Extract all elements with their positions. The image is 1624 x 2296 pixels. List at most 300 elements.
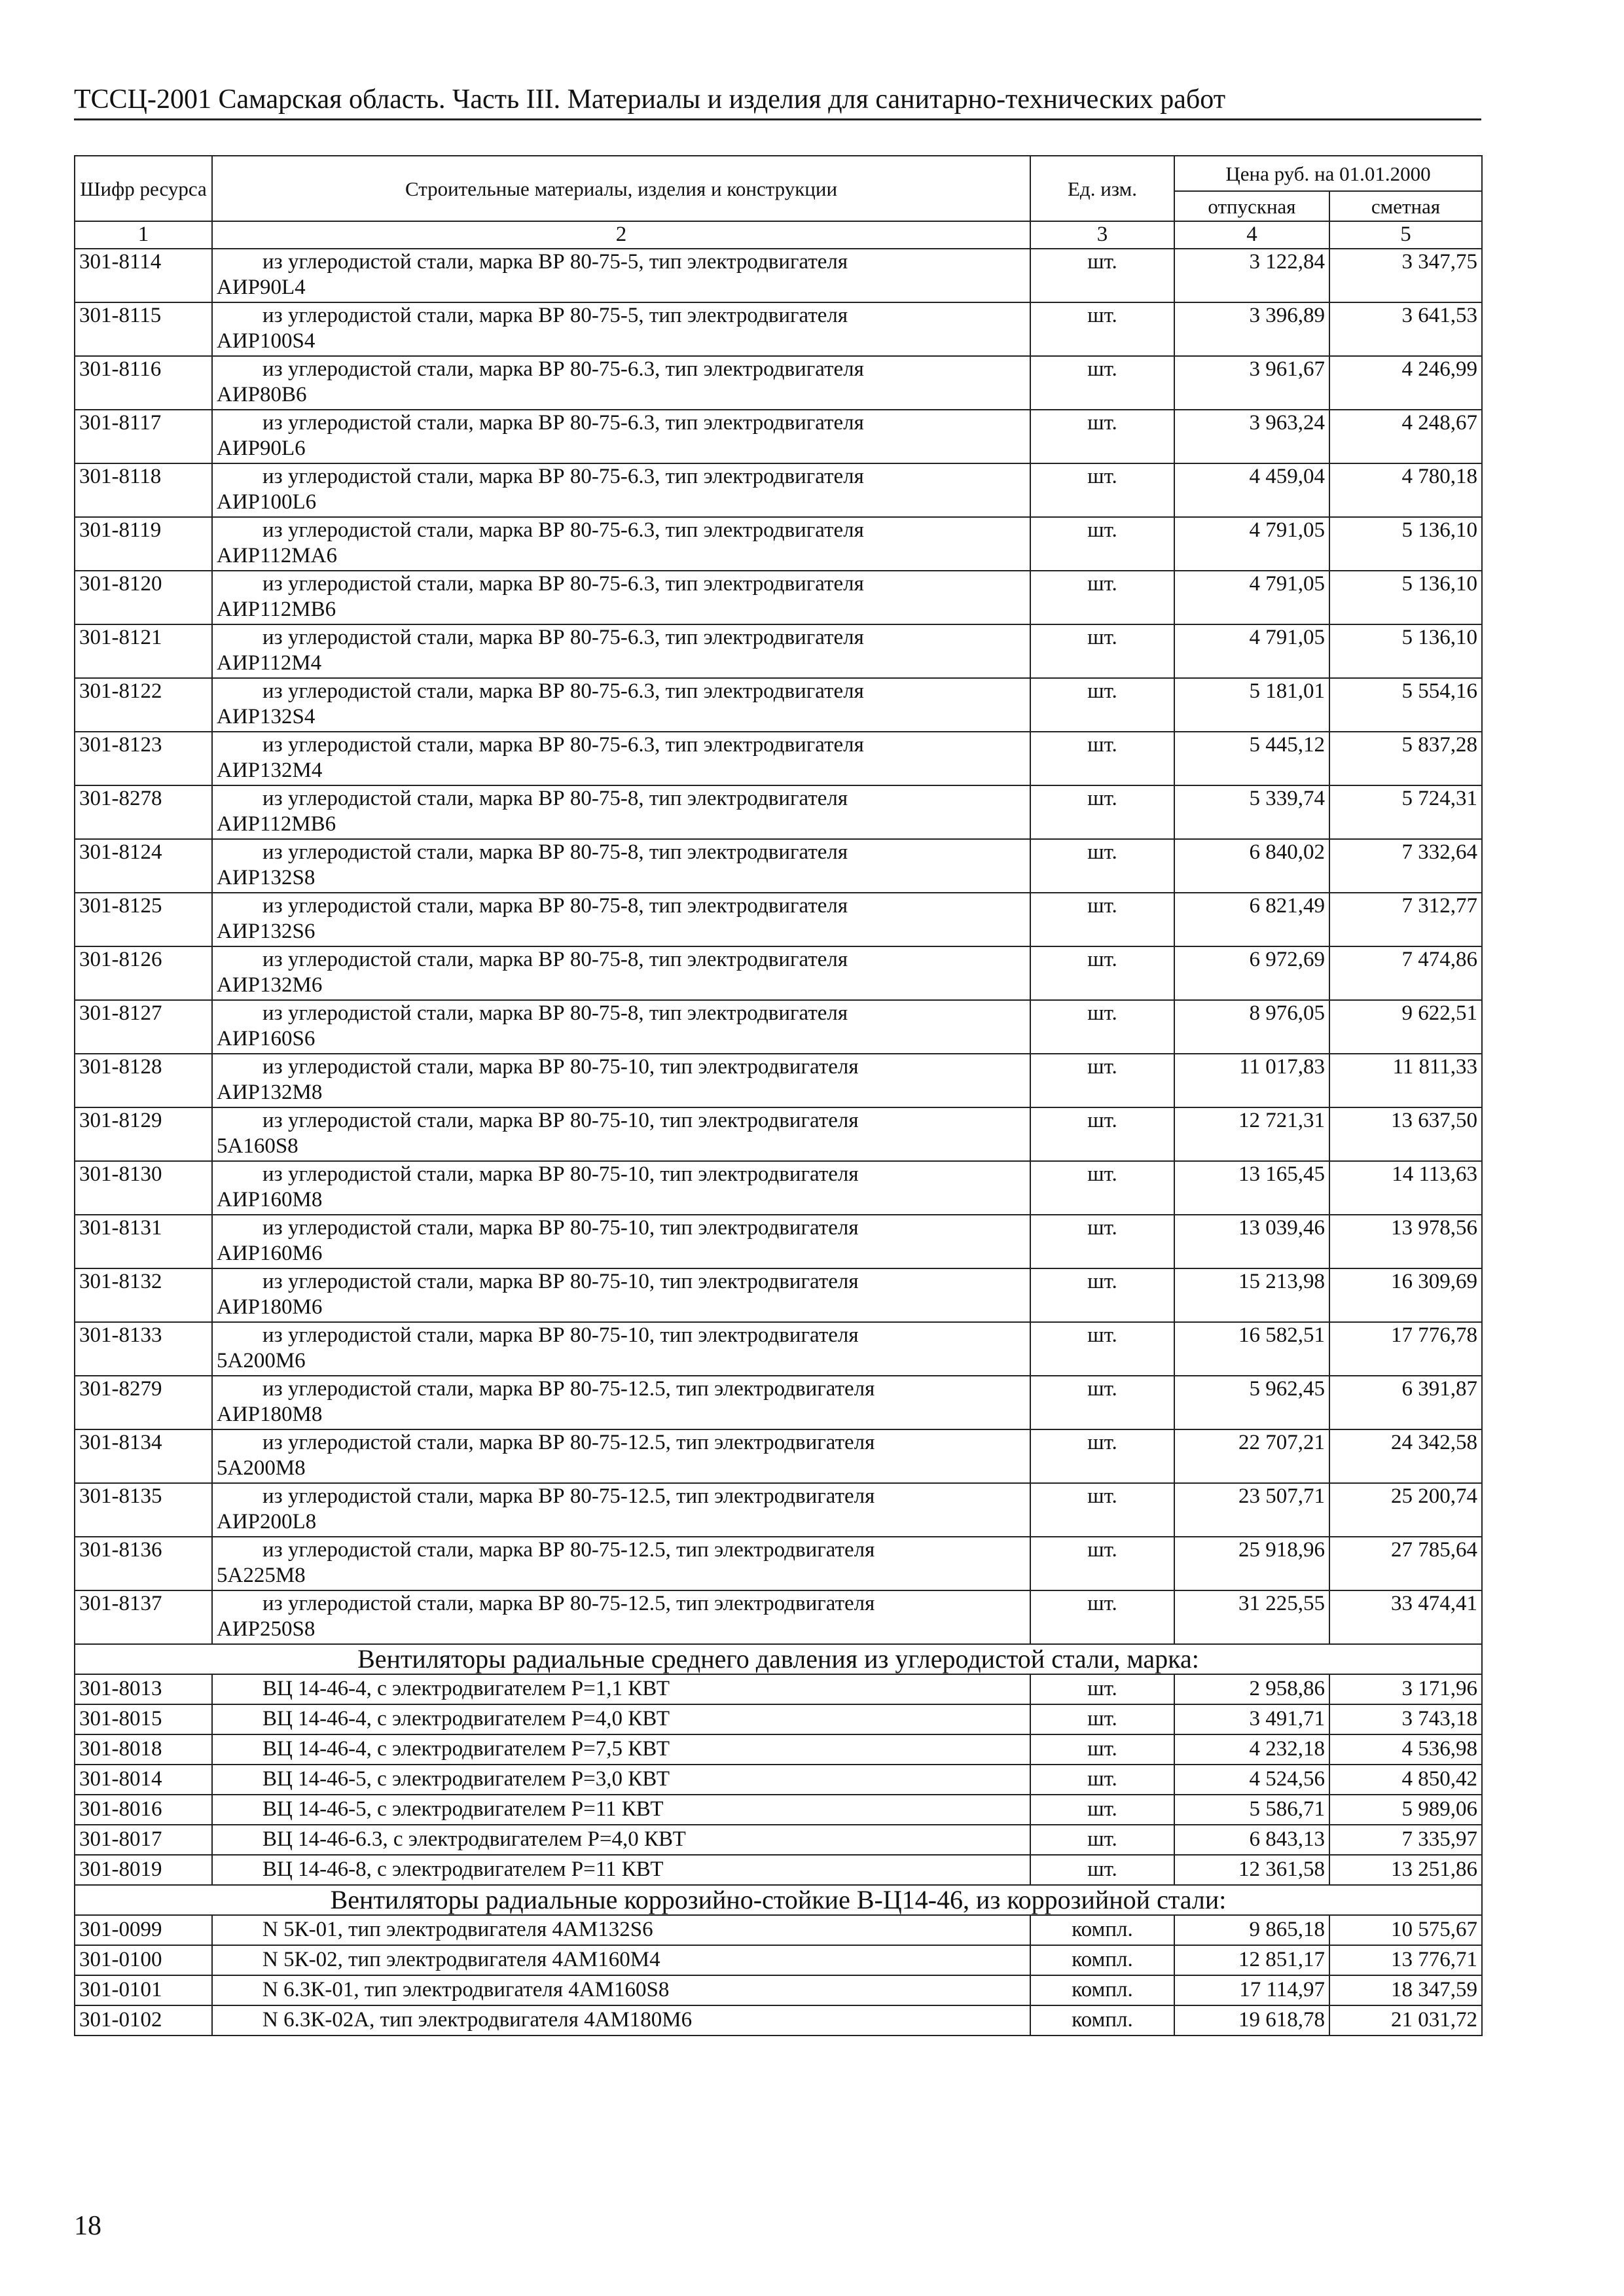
- resource-code: 301-8115: [75, 302, 212, 356]
- table-row: [75, 785, 1482, 839]
- material-name-line2: АИР80В6: [217, 383, 307, 406]
- material-name: [212, 1825, 1030, 1855]
- estimate-price: 13 251,86: [1329, 1855, 1482, 1885]
- unit: шт.: [1030, 1855, 1174, 1885]
- table-row: [75, 463, 1482, 517]
- unit: шт.: [1030, 517, 1174, 571]
- unit: шт.: [1030, 1825, 1174, 1855]
- table-row: [75, 1000, 1482, 1054]
- material-name-line1: из углеродистой стали, марка ВР 80-75-12.5, тип электродвигателя: [262, 1431, 875, 1454]
- material-name: [212, 302, 1030, 356]
- resource-code: 301-8017: [75, 1825, 212, 1855]
- release-price: 13 039,46: [1174, 1215, 1329, 1268]
- estimate-price: 3 743,18: [1329, 1704, 1482, 1734]
- estimate-price: 27 785,64: [1329, 1537, 1482, 1590]
- unit: компл.: [1030, 2005, 1174, 2036]
- material-name-line2: 5А200М8: [217, 1456, 306, 1480]
- material-name-line2: АИР132М8: [217, 1081, 323, 1104]
- column-number: 3: [1030, 221, 1174, 249]
- estimate-price: 5 136,10: [1329, 517, 1482, 571]
- table-row: [75, 1483, 1482, 1537]
- material-name: [212, 1537, 1030, 1590]
- material-name-line1: из углеродистой стали, марка ВР 80-75-12.5, тип электродвигателя: [262, 1484, 875, 1508]
- unit: шт.: [1030, 410, 1174, 463]
- table-row: [75, 1107, 1482, 1161]
- table-row: [75, 732, 1482, 785]
- material-name-line2: АИР132S4: [217, 705, 316, 728]
- material-name: [212, 1975, 1030, 2005]
- estimate-price: 5 136,10: [1329, 571, 1482, 624]
- estimate-price: 3 641,53: [1329, 302, 1482, 356]
- release-price: 25 918,96: [1174, 1537, 1329, 1590]
- estimate-price: 6 391,87: [1329, 1376, 1482, 1429]
- table-row: [75, 1054, 1482, 1107]
- table-row: [75, 1429, 1482, 1483]
- material-name-line2: АИР160М6: [217, 1242, 323, 1265]
- section-heading-row: [75, 1885, 1482, 1915]
- release-price: 9 865,18: [1174, 1915, 1329, 1945]
- estimate-price: 7 312,77: [1329, 893, 1482, 946]
- resource-code: 301-8279: [75, 1376, 212, 1429]
- resource-code: 301-8134: [75, 1429, 212, 1483]
- resource-code: 301-8016: [75, 1795, 212, 1825]
- material-name: [212, 893, 1030, 946]
- estimate-price: 5 136,10: [1329, 624, 1482, 678]
- material-name-line1: из углеродистой стали, марка ВР 80-75-5, тип электродвигателя: [262, 304, 848, 327]
- table-row: [75, 1537, 1482, 1590]
- unit: шт.: [1030, 1322, 1174, 1376]
- table-row: [75, 1674, 1482, 1704]
- material-name-text: ВЦ 14-46-4, с электродвигателем Р=4,0 КВТ: [262, 1707, 670, 1731]
- material-name-line2: АИР90L4: [217, 276, 306, 299]
- material-name: [212, 624, 1030, 678]
- table-row: [75, 302, 1482, 356]
- estimate-price: 18 347,59: [1329, 1975, 1482, 2005]
- table-row: [75, 678, 1482, 732]
- estimate-price: 3 347,75: [1329, 249, 1482, 302]
- resource-code: 301-8127: [75, 1000, 212, 1054]
- material-name-text: ВЦ 14-46-5, с электродвигателем Р=11 КВТ: [262, 1797, 664, 1821]
- table-row: [75, 2005, 1482, 2036]
- unit: шт.: [1030, 1795, 1174, 1825]
- table-row: [75, 1322, 1482, 1376]
- resource-code: 301-8125: [75, 893, 212, 946]
- unit: шт.: [1030, 1429, 1174, 1483]
- release-price: 19 618,78: [1174, 2005, 1329, 2036]
- table-row: [75, 839, 1482, 893]
- column-number: 2: [212, 221, 1030, 249]
- unit: шт.: [1030, 1537, 1174, 1590]
- resource-code: 301-8123: [75, 732, 212, 785]
- table-row: [75, 1376, 1482, 1429]
- resource-code: 301-8278: [75, 785, 212, 839]
- release-price: 12 851,17: [1174, 1945, 1329, 1975]
- estimate-price: 14 113,63: [1329, 1161, 1482, 1215]
- material-name-line1: из углеродистой стали, марка ВР 80-75-10, тип электродвигателя: [262, 1216, 859, 1240]
- resource-code: 301-0100: [75, 1945, 212, 1975]
- unit: шт.: [1030, 1054, 1174, 1107]
- resource-code: 301-8019: [75, 1855, 212, 1885]
- material-name-line1: из углеродистой стали, марка ВР 80-75-10, тип электродвигателя: [262, 1162, 859, 1186]
- material-name: [212, 1674, 1030, 1704]
- material-name-line2: АИР160S6: [217, 1027, 316, 1050]
- material-name-line2: АИР100L6: [217, 490, 317, 514]
- material-name-line1: из углеродистой стали, марка ВР 80-75-5, тип электродвигателя: [262, 250, 848, 274]
- material-name-line2: АИР112МА6: [217, 544, 337, 567]
- table-row: [75, 1855, 1482, 1885]
- estimate-price: 11 811,33: [1329, 1054, 1482, 1107]
- resource-code: 301-8114: [75, 249, 212, 302]
- material-name-line1: из углеродистой стали, марка ВР 80-75-8, тип электродвигателя: [262, 948, 848, 971]
- release-price: 6 843,13: [1174, 1825, 1329, 1855]
- unit: шт.: [1030, 785, 1174, 839]
- resource-code: 301-8132: [75, 1268, 212, 1322]
- table-row: [75, 946, 1482, 1000]
- material-name: [212, 1915, 1030, 1945]
- release-price: 4 524,56: [1174, 1765, 1329, 1795]
- material-name: [212, 1765, 1030, 1795]
- estimate-price: 13 776,71: [1329, 1945, 1482, 1975]
- material-name-line2: АИР132S6: [217, 920, 316, 943]
- unit: шт.: [1030, 249, 1174, 302]
- resource-code: 301-8014: [75, 1765, 212, 1795]
- release-price: 2 958,86: [1174, 1674, 1329, 1704]
- column-header-unit: Ед. изм.: [1030, 156, 1174, 221]
- release-price: 4 791,05: [1174, 517, 1329, 571]
- unit: шт.: [1030, 463, 1174, 517]
- material-name: [212, 1795, 1030, 1825]
- material-name-text: ВЦ 14-46-4, с электродвигателем Р=7,5 КВТ: [262, 1737, 670, 1761]
- material-name-text: N 5К-02, тип электродвигателя 4АМ160М4: [262, 1948, 660, 1971]
- table-row: [75, 1945, 1482, 1975]
- resource-code: 301-8124: [75, 839, 212, 893]
- unit: шт.: [1030, 1734, 1174, 1765]
- release-price: 3 122,84: [1174, 249, 1329, 302]
- release-price: 13 165,45: [1174, 1161, 1329, 1215]
- resource-code: 301-8137: [75, 1590, 212, 1644]
- unit: шт.: [1030, 1376, 1174, 1429]
- resource-code: 301-8133: [75, 1322, 212, 1376]
- unit: компл.: [1030, 1915, 1174, 1945]
- material-name-line2: АИР200L8: [217, 1510, 317, 1534]
- material-name-line1: из углеродистой стали, марка ВР 80-75-6.3, тип электродвигателя: [262, 572, 864, 596]
- material-name: [212, 1590, 1030, 1644]
- table-row: [75, 1704, 1482, 1734]
- release-price: 6 840,02: [1174, 839, 1329, 893]
- unit: шт.: [1030, 839, 1174, 893]
- material-name-line1: из углеродистой стали, марка ВР 80-75-12.5, тип электродвигателя: [262, 1377, 875, 1401]
- estimate-price: 4 850,42: [1329, 1765, 1482, 1795]
- estimate-price: 33 474,41: [1329, 1590, 1482, 1644]
- estimate-price: 7 335,97: [1329, 1825, 1482, 1855]
- column-number: 4: [1174, 221, 1329, 249]
- material-name-line2: АИР180М6: [217, 1295, 323, 1319]
- estimate-price: 9 622,51: [1329, 1000, 1482, 1054]
- estimate-price: 4 780,18: [1329, 463, 1482, 517]
- material-name-line1: из углеродистой стали, марка ВР 80-75-12.5, тип электродвигателя: [262, 1538, 875, 1562]
- estimate-price: 10 575,67: [1329, 1915, 1482, 1945]
- material-name: [212, 1000, 1030, 1054]
- table-row: [75, 1825, 1482, 1855]
- material-name: [212, 732, 1030, 785]
- header-rule: [74, 118, 1481, 120]
- material-name-line2: АИР90L6: [217, 437, 306, 460]
- material-name-line1: из углеродистой стали, марка ВР 80-75-6.3, тип электродвигателя: [262, 357, 864, 381]
- material-name: [212, 1429, 1030, 1483]
- table-row: [75, 1268, 1482, 1322]
- material-name-line2: АИР112МВ6: [217, 812, 336, 836]
- material-name: [212, 1322, 1030, 1376]
- material-name: [212, 517, 1030, 571]
- release-price: 11 017,83: [1174, 1054, 1329, 1107]
- resource-code: 301-8116: [75, 356, 212, 410]
- unit: шт.: [1030, 1000, 1174, 1054]
- material-name-line1: из углеродистой стали, марка ВР 80-75-12.5, тип электродвигателя: [262, 1592, 875, 1615]
- release-price: 4 791,05: [1174, 624, 1329, 678]
- resource-code: 301-8135: [75, 1483, 212, 1537]
- material-name-line2: АИР100S4: [217, 329, 316, 353]
- material-name: [212, 1704, 1030, 1734]
- release-price: 5 445,12: [1174, 732, 1329, 785]
- page-title: ТССЦ-2001 Самарская область. Часть III. Материалы и изделия для санитарно-технических работ: [74, 84, 1226, 115]
- material-name: [212, 1054, 1030, 1107]
- estimate-price: 4 536,98: [1329, 1734, 1482, 1765]
- release-price: 23 507,71: [1174, 1483, 1329, 1537]
- table-row: [75, 1734, 1482, 1765]
- release-price: 15 213,98: [1174, 1268, 1329, 1322]
- material-name: [212, 946, 1030, 1000]
- material-name-line2: АИР132М4: [217, 759, 323, 782]
- table-row: [75, 1161, 1482, 1215]
- column-number: 1: [75, 221, 212, 249]
- material-name: [212, 1107, 1030, 1161]
- material-name: [212, 2005, 1030, 2036]
- unit: шт.: [1030, 893, 1174, 946]
- release-price: 16 582,51: [1174, 1322, 1329, 1376]
- material-name: [212, 410, 1030, 463]
- resource-code: 301-8119: [75, 517, 212, 571]
- release-price: 4 459,04: [1174, 463, 1329, 517]
- material-name-line2: АИР132М6: [217, 973, 323, 997]
- section-heading: Вентиляторы радиальные коррозийно-стойкие В-Ц14-46, из коррозийной стали:: [75, 1885, 1482, 1915]
- table-row: [75, 1915, 1482, 1945]
- estimate-price: 24 342,58: [1329, 1429, 1482, 1483]
- table-row: [75, 1215, 1482, 1268]
- material-name-line2: АИР250S8: [217, 1617, 316, 1641]
- material-name-line1: из углеродистой стали, марка ВР 80-75-6.3, тип электродвигателя: [262, 679, 864, 703]
- material-name-line1: из углеродистой стали, марка ВР 80-75-8, тип электродвигателя: [262, 787, 848, 810]
- unit: шт.: [1030, 678, 1174, 732]
- material-name-line2: 5А160S8: [217, 1134, 298, 1158]
- release-price: 5 586,71: [1174, 1795, 1329, 1825]
- material-name-line2: АИР132S8: [217, 866, 316, 889]
- section-heading: Вентиляторы радиальные среднего давления из углеродистой стали, марка:: [75, 1644, 1482, 1674]
- estimate-price: 13 978,56: [1329, 1215, 1482, 1268]
- price-table: [74, 155, 1483, 2036]
- material-name: [212, 249, 1030, 302]
- column-header-price: Цена руб. на 01.01.2000: [1174, 156, 1482, 191]
- material-name-line1: из углеродистой стали, марка ВР 80-75-8, тип электродвигателя: [262, 840, 848, 864]
- material-name-line2: 5А200М6: [217, 1349, 306, 1372]
- release-price: 5 962,45: [1174, 1376, 1329, 1429]
- material-name: [212, 1855, 1030, 1885]
- release-price: 3 396,89: [1174, 302, 1329, 356]
- material-name: [212, 785, 1030, 839]
- unit: компл.: [1030, 1945, 1174, 1975]
- material-name-line2: АИР112М4: [217, 651, 322, 675]
- unit: шт.: [1030, 302, 1174, 356]
- material-name-text: N 6.3К-01, тип электродвигателя 4АМ160S8: [262, 1978, 670, 2001]
- estimate-price: 21 031,72: [1329, 2005, 1482, 2036]
- estimate-price: 5 837,28: [1329, 732, 1482, 785]
- release-price: 12 721,31: [1174, 1107, 1329, 1161]
- material-name-line1: из углеродистой стали, марка ВР 80-75-6.3, тип электродвигателя: [262, 465, 864, 488]
- estimate-price: 7 474,86: [1329, 946, 1482, 1000]
- table-row: [75, 624, 1482, 678]
- resource-code: 301-8136: [75, 1537, 212, 1590]
- unit: шт.: [1030, 1215, 1174, 1268]
- resource-code: 301-0102: [75, 2005, 212, 2036]
- unit: шт.: [1030, 1268, 1174, 1322]
- resource-code: 301-8128: [75, 1054, 212, 1107]
- material-name: [212, 1161, 1030, 1215]
- release-price: 4 232,18: [1174, 1734, 1329, 1765]
- unit: шт.: [1030, 624, 1174, 678]
- material-name: [212, 839, 1030, 893]
- estimate-price: 4 246,99: [1329, 356, 1482, 410]
- resource-code: 301-8118: [75, 463, 212, 517]
- material-name-line1: из углеродистой стали, марка ВР 80-75-8, тип электродвигателя: [262, 1001, 848, 1025]
- section-heading-row: [75, 1644, 1482, 1674]
- resource-code: 301-0099: [75, 1915, 212, 1945]
- estimate-price: 25 200,74: [1329, 1483, 1482, 1537]
- release-price: 22 707,21: [1174, 1429, 1329, 1483]
- release-price: 5 339,74: [1174, 785, 1329, 839]
- material-name-text: N 6.3К-02А, тип электродвигателя 4АМ180М6: [262, 2008, 693, 2032]
- release-price: 3 961,67: [1174, 356, 1329, 410]
- resource-code: 301-8131: [75, 1215, 212, 1268]
- material-name-text: ВЦ 14-46-8, с электродвигателем Р=11 КВТ: [262, 1857, 664, 1881]
- material-name: [212, 1268, 1030, 1322]
- material-name-line2: АИР160М8: [217, 1188, 323, 1211]
- table-row: [75, 356, 1482, 410]
- resource-code: 301-8126: [75, 946, 212, 1000]
- column-header-name: Строительные материалы, изделия и конструкции: [212, 156, 1030, 221]
- table-row: [75, 571, 1482, 624]
- release-price: 31 225,55: [1174, 1590, 1329, 1644]
- release-price: 6 972,69: [1174, 946, 1329, 1000]
- estimate-price: 4 248,67: [1329, 410, 1482, 463]
- unit: шт.: [1030, 571, 1174, 624]
- page-number: 18: [74, 2211, 101, 2241]
- material-name-line1: из углеродистой стали, марка ВР 80-75-10, тип электродвигателя: [262, 1055, 859, 1079]
- unit: шт.: [1030, 1107, 1174, 1161]
- material-name-line1: из углеродистой стали, марка ВР 80-75-6.3, тип электродвигателя: [262, 733, 864, 757]
- table-row: [75, 1975, 1482, 2005]
- estimate-price: 3 171,96: [1329, 1674, 1482, 1704]
- unit: шт.: [1030, 1161, 1174, 1215]
- material-name-text: N 5К-01, тип электродвигателя 4АМ132S6: [262, 1918, 653, 1941]
- resource-code: 301-8018: [75, 1734, 212, 1765]
- material-name-line2: 5А225М8: [217, 1564, 306, 1587]
- estimate-price: 5 724,31: [1329, 785, 1482, 839]
- unit: шт.: [1030, 1674, 1174, 1704]
- resource-code: 301-8120: [75, 571, 212, 624]
- resource-code: 301-0101: [75, 1975, 212, 2005]
- resource-code: 301-8122: [75, 678, 212, 732]
- estimate-price: 5 989,06: [1329, 1795, 1482, 1825]
- unit: шт.: [1030, 356, 1174, 410]
- column-header-release-price: отпускная: [1174, 191, 1329, 221]
- column-header-code: Шифр ресурса: [75, 156, 212, 221]
- estimate-price: 7 332,64: [1329, 839, 1482, 893]
- resource-code: 301-8013: [75, 1674, 212, 1704]
- material-name-line1: из углеродистой стали, марка ВР 80-75-10, тип электродвигателя: [262, 1323, 859, 1347]
- material-name: [212, 1483, 1030, 1537]
- material-name: [212, 1215, 1030, 1268]
- unit: шт.: [1030, 1704, 1174, 1734]
- release-price: 8 976,05: [1174, 1000, 1329, 1054]
- unit: шт.: [1030, 1590, 1174, 1644]
- resource-code: 301-8121: [75, 624, 212, 678]
- release-price: 4 791,05: [1174, 571, 1329, 624]
- estimate-price: 5 554,16: [1329, 678, 1482, 732]
- material-name: [212, 1945, 1030, 1975]
- material-name: [212, 356, 1030, 410]
- table-row: [75, 517, 1482, 571]
- table-row: [75, 410, 1482, 463]
- unit: шт.: [1030, 946, 1174, 1000]
- material-name-line1: из углеродистой стали, марка ВР 80-75-10, тип электродвигателя: [262, 1270, 859, 1293]
- release-price: 6 821,49: [1174, 893, 1329, 946]
- material-name: [212, 1376, 1030, 1429]
- material-name: [212, 1734, 1030, 1765]
- material-name-text: ВЦ 14-46-4, с электродвигателем Р=1,1 КВТ: [262, 1677, 670, 1700]
- table-body: [75, 249, 1482, 2036]
- material-name-line1: из углеродистой стали, марка ВР 80-75-10, тип электродвигателя: [262, 1109, 859, 1132]
- resource-code: 301-8117: [75, 410, 212, 463]
- estimate-price: 17 776,78: [1329, 1322, 1482, 1376]
- unit: шт.: [1030, 1765, 1174, 1795]
- material-name: [212, 571, 1030, 624]
- release-price: 3 491,71: [1174, 1704, 1329, 1734]
- material-name-text: ВЦ 14-46-6.3, с электродвигателем Р=4,0 КВТ: [262, 1827, 686, 1851]
- resource-code: 301-8015: [75, 1704, 212, 1734]
- release-price: 3 963,24: [1174, 410, 1329, 463]
- unit: компл.: [1030, 1975, 1174, 2005]
- table-row: [75, 1590, 1482, 1644]
- table-row: [75, 1765, 1482, 1795]
- column-header-estimate-price: сметная: [1329, 191, 1482, 221]
- resource-code: 301-8129: [75, 1107, 212, 1161]
- release-price: 12 361,58: [1174, 1855, 1329, 1885]
- unit: шт.: [1030, 732, 1174, 785]
- table-row: [75, 893, 1482, 946]
- material-name: [212, 463, 1030, 517]
- material-name-line2: АИР112МВ6: [217, 598, 336, 621]
- material-name: [212, 678, 1030, 732]
- material-name-line1: из углеродистой стали, марка ВР 80-75-6.3, тип электродвигателя: [262, 411, 864, 435]
- table-row: [75, 249, 1482, 302]
- unit: шт.: [1030, 1483, 1174, 1537]
- material-name-text: ВЦ 14-46-5, с электродвигателем Р=3,0 КВТ: [262, 1767, 670, 1791]
- material-name-line1: из углеродистой стали, марка ВР 80-75-6.3, тип электродвигателя: [262, 626, 864, 649]
- resource-code: 301-8130: [75, 1161, 212, 1215]
- release-price: 17 114,97: [1174, 1975, 1329, 2005]
- material-name-line1: из углеродистой стали, марка ВР 80-75-8, тип электродвигателя: [262, 894, 848, 918]
- material-name-line1: из углеродистой стали, марка ВР 80-75-6.3, тип электродвигателя: [262, 518, 864, 542]
- table-row: [75, 1795, 1482, 1825]
